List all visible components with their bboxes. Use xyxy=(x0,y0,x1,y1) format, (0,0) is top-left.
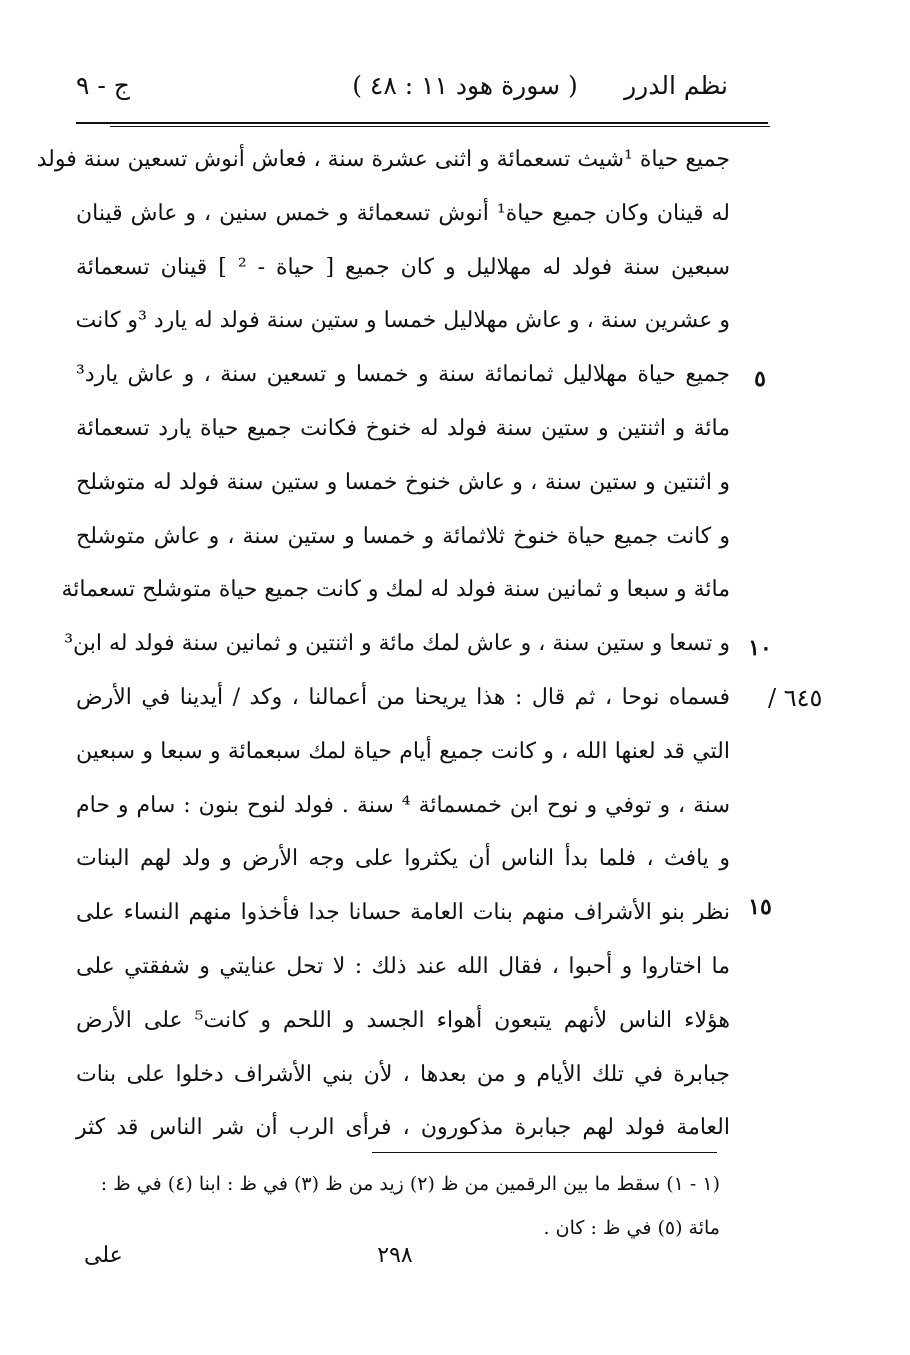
header-rule-thin xyxy=(110,126,770,127)
text-line: نظر بنو الأشراف منهم بنات العامة حسانا جدا فأخذوا منهم النساء على xyxy=(76,900,730,926)
text-line: فسماه نوحا ، ثم قال : هذا يريحنا من أعمالنا ، وكد / أيدينا في الأرض xyxy=(76,684,730,710)
running-head-book-title: نظم الدرر xyxy=(624,71,728,100)
line-number-5: ٥ xyxy=(754,366,766,392)
footnote-rule xyxy=(372,1152,717,1153)
margin-page-reference: ٦٤٥ / xyxy=(768,684,823,712)
text-line: و كانت جميع حياة خنوخ ثلاثمائة و خمسا و ستين سنة ، و عاش متوشلح xyxy=(76,523,730,549)
text-line: مائة و اثنتين و ستين سنة فولد له خنوخ فكانت جميع حياة يارد تسعمائة xyxy=(76,415,730,441)
page-number: ٢٩٨ xyxy=(377,1243,413,1268)
text-line: سبعين سنة فولد له مهلاليل و كان جميع [ حياة - ² ] قينان تسعمائة xyxy=(76,254,731,280)
text-line: مائة و سبعا و ثمانين سنة فولد له لمك و كانت جميع حياة متوشلح تسعمائة xyxy=(61,577,730,603)
footnotes xyxy=(68,1162,720,1250)
text-line: و يافث ، فلما بدأ الناس أن يكثروا على وجه الأرض و ولد لهم البنات xyxy=(76,846,730,872)
text-line: و تسعا و ستين سنة ، و عاش لمك مائة و اثنتين و ثمانين سنة فولد له ابن³ xyxy=(64,631,730,657)
text-line: له قينان وكان جميع حياة¹ أنوش تسعمائة و خمس سنين ، و عاش قينان xyxy=(76,200,731,226)
text-line: التي قد لعنها الله ، و كانت جميع أيام حياة لمك سبعمائة و سبعا و سبعين xyxy=(76,738,730,764)
text-line: جميع حياة ¹شيث تسعمائة و اثنى عشرة سنة ، فعاش أنوش تسعين سنة فولد xyxy=(36,147,730,172)
catchword: على xyxy=(84,1243,123,1268)
text-line: جميع حياة مهلاليل ثمانمائة سنة و خمسا و تسعين سنة ، و عاش يارد³ xyxy=(76,362,730,388)
line-number-10: ١٠ xyxy=(748,635,772,661)
running-head-surah: ( سورة هود ١١ : ٤٨ ) xyxy=(352,71,578,100)
text-line: هؤلاء الناس لأنهم يتبعون أهواء الجسد و اللحم و كانت⁵ على الأرض xyxy=(76,1007,730,1033)
text-line: سنة ، و توفي و نوح ابن خمسمائة ⁴ سنة . فولد لنوح بنون : سام و حام xyxy=(76,792,731,818)
footnote-line: (١ - ١) سقط ما بين الرقمين من ظ (٢) زيد من ظ (٣) في ظ : ابنا (٤) في ظ : xyxy=(100,1173,720,1195)
header-rule xyxy=(76,122,768,124)
footnote-line: مائة (٥) في ظ : كان . xyxy=(543,1217,720,1239)
text-line: جبابرة في تلك الأيام و من بعدها ، لأن بني الأشراف دخلوا على بنات xyxy=(76,1061,730,1087)
main-text xyxy=(36,133,731,1155)
text-line: و اثنتين و ستين سنة ، و عاش خنوخ خمسا و ستين سنة فولد له متوشلح xyxy=(76,469,730,495)
text-line: و عشرين سنة ، و عاش مهلاليل خمسا و ستين سنة فولد له يارد ³و كانت xyxy=(75,308,730,334)
text-line: العامة فولد لهم جبابرة مذكورون ، فرأى الرب أن شر الناس قد كثر xyxy=(76,1115,730,1141)
line-number-15: ١٥ xyxy=(748,894,772,920)
text-line: ما اختاروا و أحبوا ، فقال الله عند ذلك : لا تحل عنايتي و شفقتي على xyxy=(76,953,730,979)
running-head-volume: ج - ٩ xyxy=(76,71,130,100)
